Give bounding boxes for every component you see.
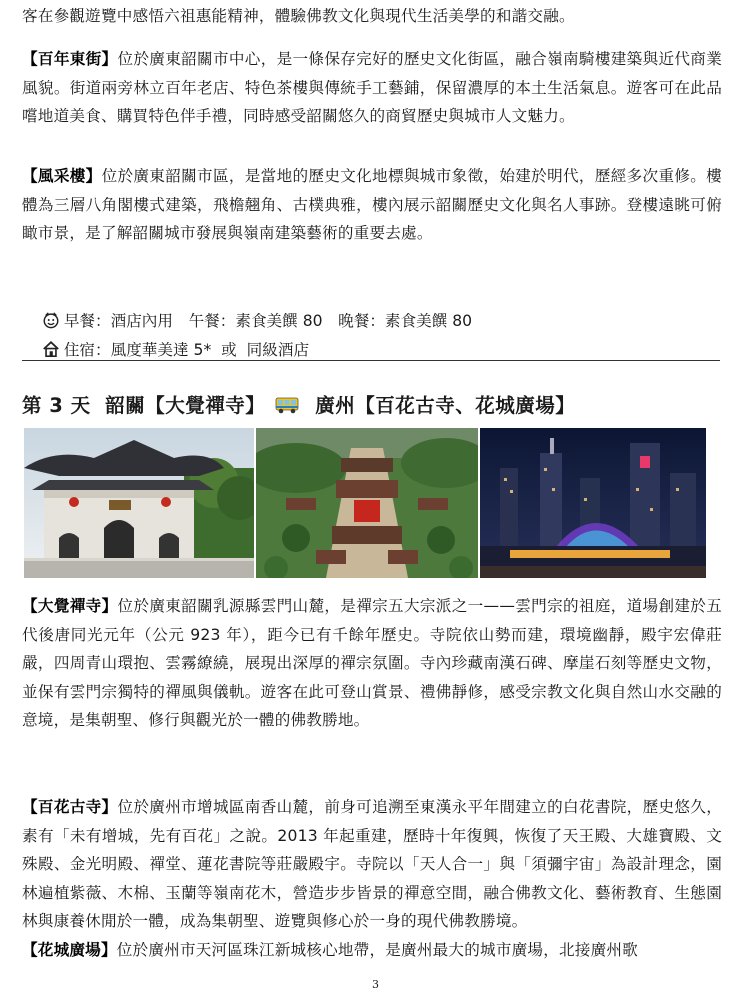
section-baihua-title: 【百花古寺】 [22,798,118,816]
lodging-line [22,308,309,392]
day-heading [22,390,575,418]
section-dongjie [22,45,722,131]
section-dongjie-title: 【百年東街】 [22,50,118,68]
section-fengcai [22,162,722,248]
section-dajue-body: 位於廣東韶關乳源縣雲門山麓，是禪宗五大宗派之一——雲門宗的祖庭，道場創建於五代後唐同光元年（公元 923 年），距今已有千餘年歷史。寺院依山勢而建，環境幽靜，殿宇宏偉莊嚴，四周青山環抱、雲霧繚繞，展現出深厚的禪宗氛圍。寺內珍藏南漢石碑、摩崖石刻等歷史文物，並保有雲門宗獨特的禪風與儀軌。遊客在此可登山賞景、禮佛靜修，感受宗教文化與自然山水交融的意境，是集朝聖、修行與觀光於一體的佛教勝地。 [22,597,723,730]
city-night-photo [480,428,706,578]
section-huacheng-title: 【花城廣場】 [22,941,117,959]
section-divider [22,360,720,361]
section-dongjie-body: 位於廣東韶關市中心，是一條保存完好的歷史文化街區，融合嶺南騎樓建築與近代商業風貌。街道兩旁林立百年老店、特色茶樓與傳統手工藝鋪，保留濃厚的本土生活氣息。遊客可在此品嚐地道美食、購買特色伴手禮，同時感受韶關悠久的商貿歷史與城市人文魅力。 [22,50,723,126]
photo-strip [24,428,706,578]
meals-text: 早餐：酒店內用 午餐：素食美饌 80 晚餐：素食美饌 80 [63,312,473,330]
lodging-text: 住宿：風度華美達 5* 或 同級酒店 [63,341,310,359]
page-number: 3 [372,978,379,991]
bus-icon [275,395,301,415]
temple-gate-photo [24,428,254,578]
temple-aerial-photo [256,428,478,578]
section-fengcai-body: 位於廣東韶關市區，是當地的歷史文化地標與城市象徵，始建於明代，歷經多次重修。樓體為三層八角閣樓式建築，飛檐翹角、古樸典雅，樓內展示韶關歷史文化與名人事跡。登樓遠眺可俯瞰市景，是了解韶關城市發展與嶺南建築藝術的重要去處。 [22,167,722,243]
day-label: 第 3 天 韶關【大覺禪寺】 [22,394,266,417]
day-destination: 廣州【百花古寺、花城廣場】 [315,394,576,417]
section-huacheng-body: 位於廣州市天河區珠江新城核心地帶，是廣州最大的城市廣場，北接廣州歌 [116,941,638,959]
section-huacheng [22,936,722,965]
section-fengcai-title: 【風采樓】 [22,167,102,185]
section-baihua [22,793,722,936]
section-baihua-body: 位於廣州市增城區南香山麓，前身可追溯至東漢永平年間建立的白花書院，歷史悠久，素有「未有增城，先有百花」之說。2013 年起重建，歷時十年復興，恢復了天王殿、大雄寶殿、文殊殿、金光明殿、禪堂、蓮花書院等莊嚴殿宇。寺院以「天人合一」與「須彌宇宙」為設計理念，園林遍植紫薇、木棉、玉蘭等嶺南花木，營造步步皆景的禪意空間，融合佛教文化、藝術教育、生態園林與康養休閒於一體，成為集朝聖、遊覽與修心於一身的現代佛教勝境。 [22,798,723,931]
intro-tail-text: 客在參觀遊覽中感悟六祖惠能精神，體驗佛教文化與現代生活美學的和諧交融。 [22,7,575,25]
section-dajue [22,592,722,735]
house-icon [42,340,60,358]
section-dajue-title: 【大覺禪寺】 [22,597,118,615]
